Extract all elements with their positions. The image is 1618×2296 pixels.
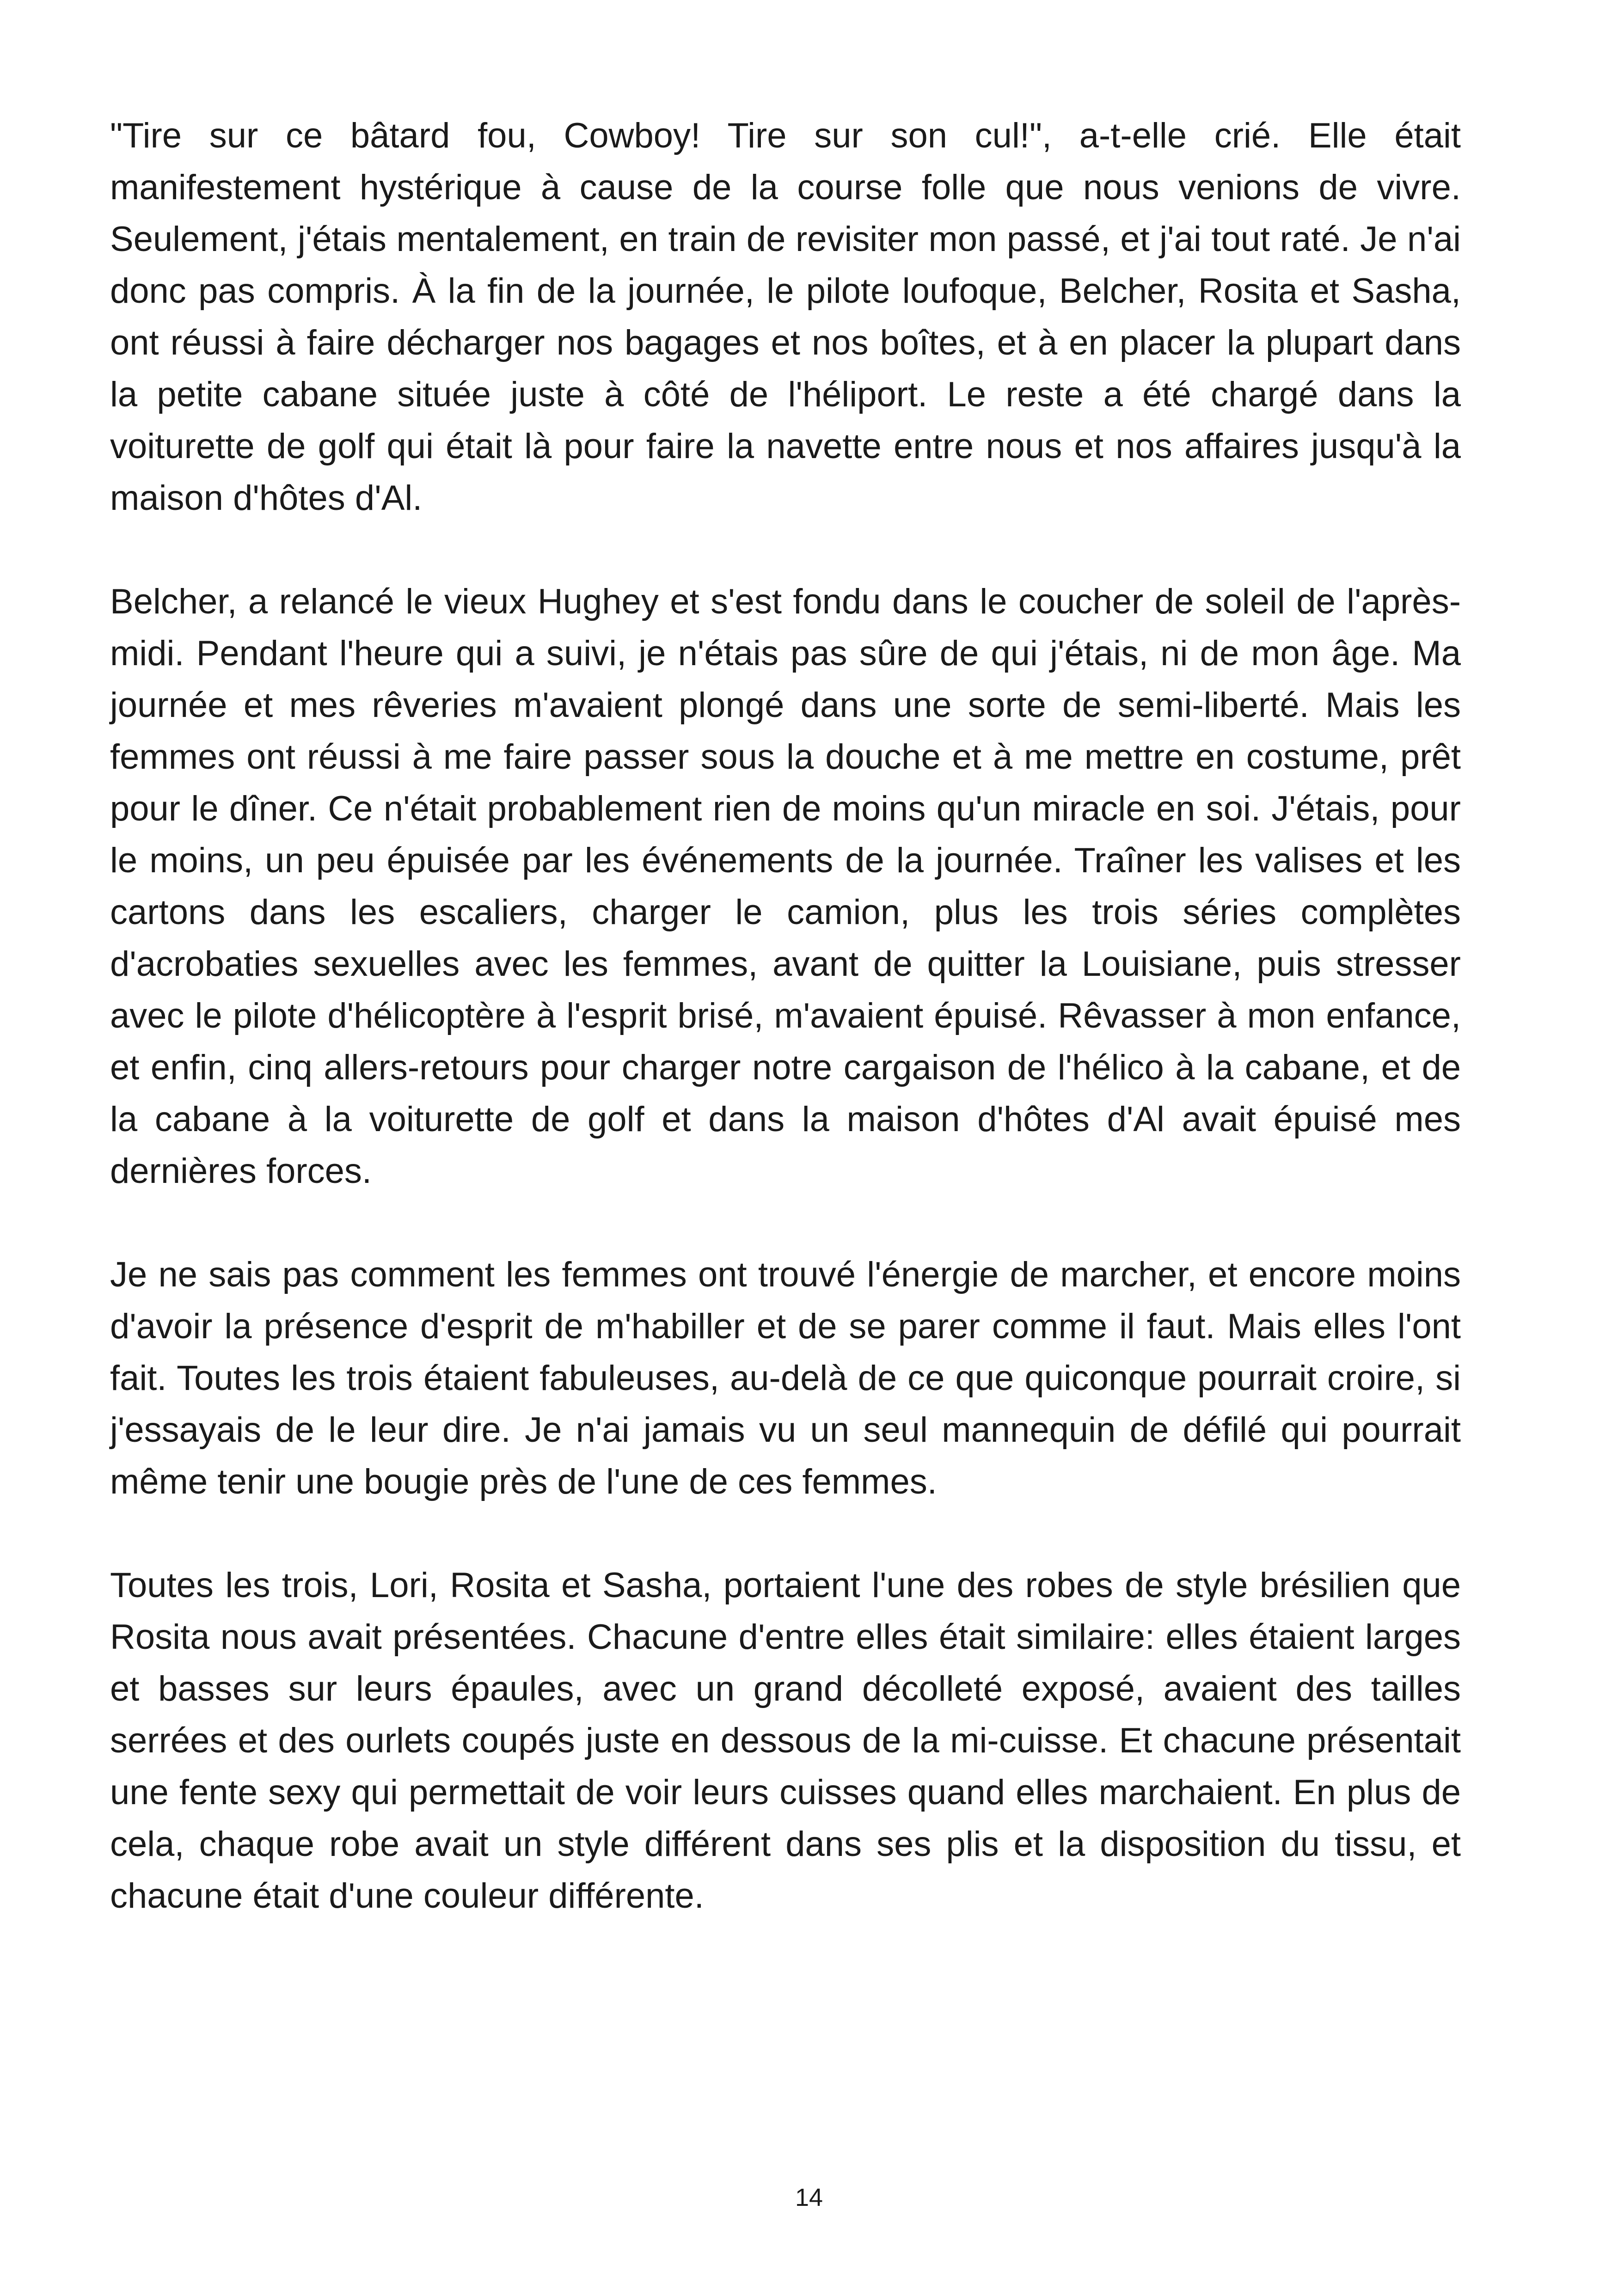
paragraph-3: Je ne sais pas comment les femmes ont trouvé l'énergie de marcher, et encore moins d'avoir la présence d'esprit de m'habiller et de se parer comme il faut. Mais elles l'ont fait. Toutes les trois étaient fabuleuses, au-delà de ce que quiconque pourrait croire, si j'essayais de le leur dire. Je n'ai jamais vu un seul mannequin de défilé qui pourrait même tenir une bougie près de l'une de ces femmes.	[110, 1255, 1461, 1501]
paragraph-2: Belcher, a relancé le vieux Hughey et s'est fondu dans le coucher de soleil de l'après-midi. Pendant l'heure qui a suivi, je n'étais pas sûre de qui j'étais, ni de mon âge. Ma journée et mes rêveries m'avaient plongé dans une sorte de semi-liberté. Mais les femmes ont réussi à me faire passer sous la douche et à me mettre en costume, prêt pour le dîner. Ce n'était probablement rien de moins qu'un miracle en soi. J'étais, pour le moins, un peu épuisée par les événements de la journée. Traîner les valises et les cartons dans les escaliers, charger le camion, plus les trois séries complètes d'acrobaties sexuelles avec les femmes, avant de quitter la Louisiane, puis stresser avec le pilote d'hélicoptère à l'esprit brisé, m'avaient épuisé. Rêvasser à mon enfance, et enfin, cinq allers-retours pour charger notre cargaison de l'hélico à la cabane, et de la cabane à la voiturette de golf et dans la maison d'hôtes d'Al avait épuisé mes dernières forces.	[110, 582, 1461, 1191]
paragraph-1: "Tire sur ce bâtard fou, Cowboy! Tire sur son cul!", a-t-elle crié. Elle était manifestement hystérique à cause de la course folle que nous venions de vivre. Seulement, j'étais mentalement, en train de revisiter mon passé, et j'ai tout raté. Je n'ai donc pas compris. À la fin de la journée, le pilote loufoque, Belcher, Rosita et Sasha, ont réussi à faire décharger nos bagages et nos boîtes, et à en placer la plupart dans la petite cabane située juste à côté de l'héliport. Le reste a été chargé dans la voiturette de golf qui était là pour faire la navette entre nous et nos affaires jusqu'à la maison d'hôtes d'Al.	[110, 116, 1461, 518]
page-number: 14	[795, 2184, 823, 2211]
body-text	[110, 110, 1461, 1974]
paragraph-4: Toutes les trois, Lori, Rosita et Sasha, portaient l'une des robes de style brésilien que Rosita nous avait présentées. Chacune d'entre elles était similaire: elles étaient larges et basses sur leurs épaules, avec un grand décolleté exposé, avaient des tailles serrées et des ourlets coupés juste en dessous de la mi-cuisse. Et chacune présentait une fente sexy qui permettait de voir leurs cuisses quand elles marchaient. En plus de cela, chaque robe avait un style différent dans ses plis et la disposition du tissu, et chacune était d'une couleur différente.	[110, 1566, 1461, 1916]
